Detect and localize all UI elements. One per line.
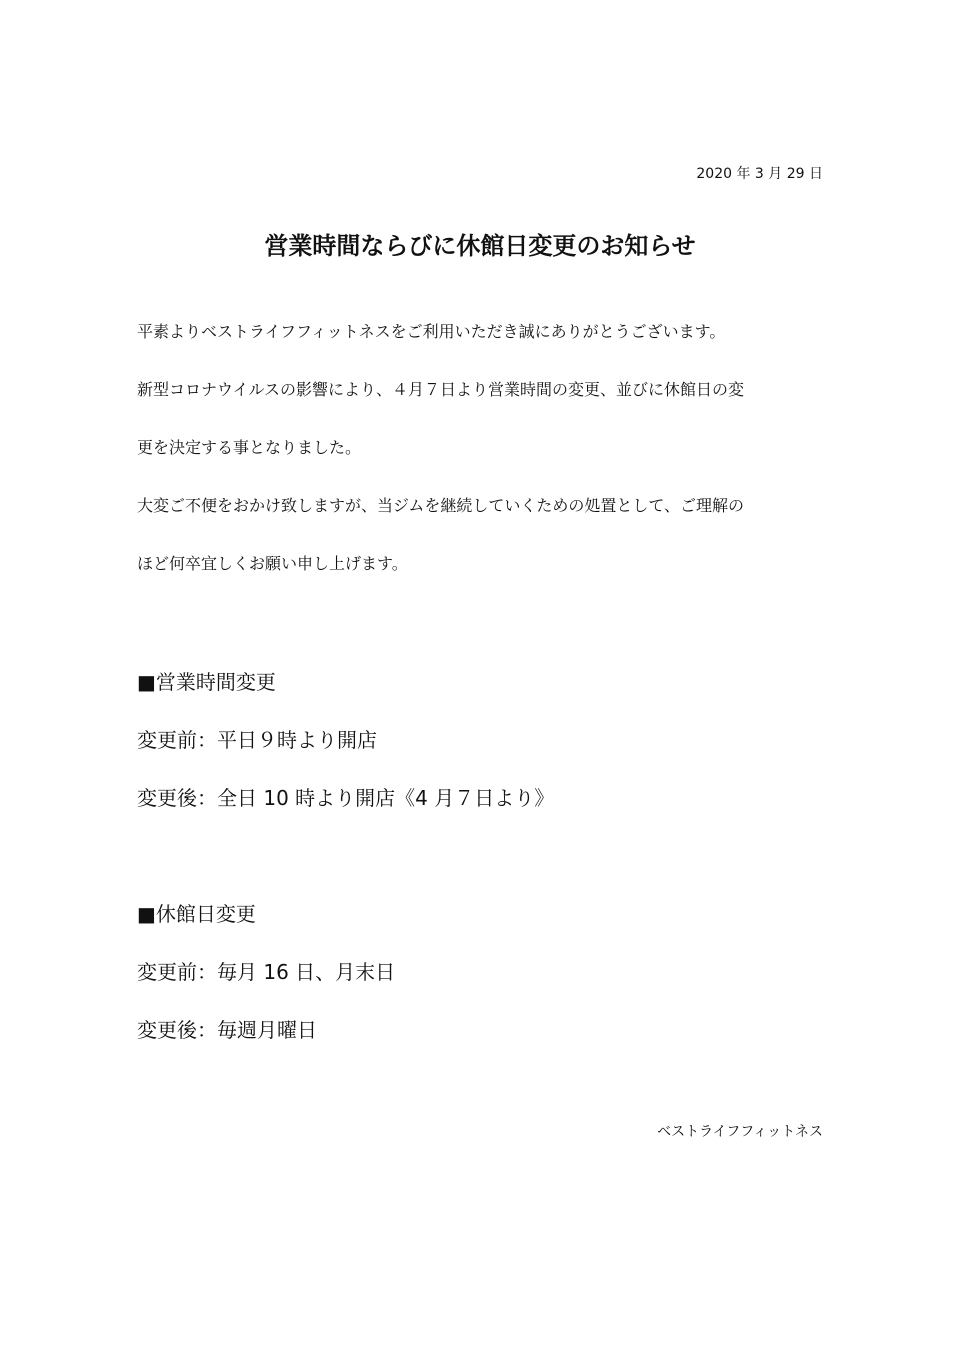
body-line-3: 更を決定する事となりました。 [137, 438, 362, 457]
hours-before: 変更前：平日９時より開店 [137, 728, 377, 752]
body-line-1: 平素よりベストライフフィットネスをご利用いただき誠にありがとうございます。 [137, 322, 726, 341]
document-date: 2020 年 3 月 29 日 [696, 166, 823, 182]
hours-after: 変更後：全日 10 時より開店《4 月７日より》 [137, 786, 555, 810]
body-line-5: ほど何卒宜しくお願い申し上げます。 [137, 554, 408, 573]
holiday-after: 変更後：毎週月曜日 [137, 1018, 317, 1042]
hours-section-heading: ■営業時間変更 [137, 670, 276, 694]
body-line-4: 大変ご不便をおかけ致しますが、当ジムを継続していくための処置として、ご理解の [137, 496, 745, 515]
holiday-before: 変更前：毎月 16 日、月末日 [137, 960, 396, 984]
page-title: 営業時間ならびに休館日変更のお知らせ [264, 232, 696, 260]
holiday-section-heading: ■休館日変更 [137, 902, 256, 926]
body-line-2: 新型コロナウイルスの影響により、４月７日より営業時間の変更、並びに休館日の変 [137, 380, 745, 399]
signature: ベストライフフィットネス [657, 1124, 823, 1140]
